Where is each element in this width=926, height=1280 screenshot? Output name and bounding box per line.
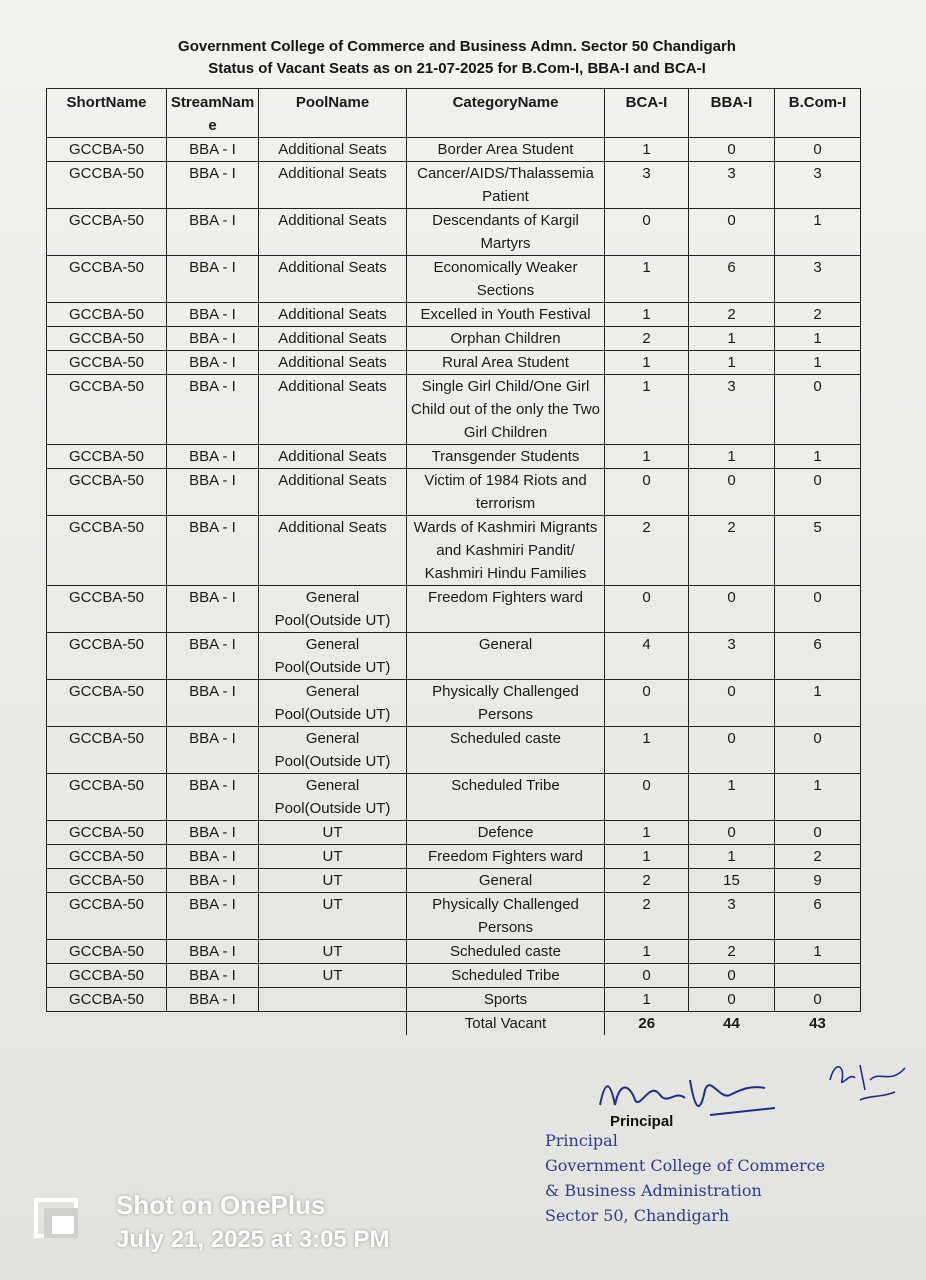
table-row xyxy=(47,680,861,727)
cell-categoryname: Scheduled Tribe xyxy=(407,964,605,988)
watermark-device: Shot on OnePlus xyxy=(116,1190,326,1220)
cell-poolname: Additional Seats xyxy=(259,256,407,303)
cell-shortname: GCCBA-50 xyxy=(47,469,167,516)
cell-bcom: 0 xyxy=(775,821,861,845)
cell-poolname: UT xyxy=(259,821,407,845)
cell-bcom: 1 xyxy=(775,351,861,375)
cell-shortname: GCCBA-50 xyxy=(47,988,167,1012)
cell-bba: 1 xyxy=(689,351,775,375)
cell-shortname: GCCBA-50 xyxy=(47,893,167,940)
cell-streamname: BBA - I xyxy=(167,516,259,586)
cell-bca: 1 xyxy=(605,375,689,445)
cell-streamname: BBA - I xyxy=(167,256,259,303)
cell-shortname: GCCBA-50 xyxy=(47,774,167,821)
cell-shortname: GCCBA-50 xyxy=(47,209,167,256)
cell-streamname: BBA - I xyxy=(167,988,259,1012)
cell-bba: 3 xyxy=(689,375,775,445)
cell-streamname: BBA - I xyxy=(167,774,259,821)
cell-categoryname: Orphan Children xyxy=(407,327,605,351)
cell-poolname: Additional Seats xyxy=(259,162,407,209)
cell-streamname: BBA - I xyxy=(167,209,259,256)
cell-bba: 1 xyxy=(689,845,775,869)
principal-stamp xyxy=(545,1128,825,1228)
cell-bcom: 6 xyxy=(775,893,861,940)
cell-poolname: Additional Seats xyxy=(259,138,407,162)
cell-poolname: UT xyxy=(259,893,407,940)
cell-streamname: BBA - I xyxy=(167,375,259,445)
table-row xyxy=(47,633,861,680)
cell-bba: 3 xyxy=(689,162,775,209)
cell-streamname: BBA - I xyxy=(167,893,259,940)
total-bba: 44 xyxy=(723,1015,740,1032)
cell-shortname: GCCBA-50 xyxy=(47,162,167,209)
table-row xyxy=(47,351,861,375)
cell-categoryname: Single Girl Child/One Girl Child out of the only the Two Girl Children xyxy=(407,375,605,445)
table-row xyxy=(47,774,861,821)
cell-poolname: General Pool(Outside UT) xyxy=(259,774,407,821)
cell-streamname: BBA - I xyxy=(167,586,259,633)
cell-shortname: GCCBA-50 xyxy=(47,138,167,162)
cell-bcom: 0 xyxy=(775,375,861,445)
cell-bba: 0 xyxy=(689,680,775,727)
cell-streamname: BBA - I xyxy=(167,940,259,964)
cell-shortname: GCCBA-50 xyxy=(47,869,167,893)
table-row xyxy=(47,586,861,633)
column-header-bca: BCA-I xyxy=(605,89,689,138)
column-header-bba: BBA-I xyxy=(689,89,775,138)
cell-poolname: UT xyxy=(259,845,407,869)
cell-streamname: BBA - I xyxy=(167,469,259,516)
watermark-timestamp: July 21, 2025 at 3:05 PM xyxy=(116,1226,390,1253)
cell-bcom: 3 xyxy=(775,162,861,209)
vacant-seats-table xyxy=(46,88,861,1035)
cell-bba: 2 xyxy=(689,303,775,327)
cell-bba: 0 xyxy=(689,727,775,774)
cell-categoryname: Border Area Student xyxy=(407,138,605,162)
cell-bba: 0 xyxy=(689,586,775,633)
total-bca: 26 xyxy=(605,1012,689,1036)
cell-shortname: GCCBA-50 xyxy=(47,351,167,375)
principal-label: Principal xyxy=(610,1113,674,1130)
cell-poolname: Additional Seats xyxy=(259,327,407,351)
cell-bcom: 0 xyxy=(775,138,861,162)
cell-shortname: GCCBA-50 xyxy=(47,964,167,988)
cell-poolname: General Pool(Outside UT) xyxy=(259,633,407,680)
cell-shortname: GCCBA-50 xyxy=(47,940,167,964)
cell-categoryname: Excelled in Youth Festival xyxy=(407,303,605,327)
cell-poolname: General Pool(Outside UT) xyxy=(259,727,407,774)
cell-bca: 2 xyxy=(605,893,689,940)
cell-categoryname: Freedom Fighters ward xyxy=(407,586,605,633)
cell-bcom: 1 xyxy=(775,774,861,821)
cell-shortname: GCCBA-50 xyxy=(47,680,167,727)
cell-shortname: GCCBA-50 xyxy=(47,633,167,680)
handwritten-initials xyxy=(820,1050,920,1110)
cell-bba: 0 xyxy=(689,988,775,1012)
table-row xyxy=(47,821,861,845)
table-row xyxy=(47,469,861,516)
cell-shortname: GCCBA-50 xyxy=(47,327,167,351)
cell-streamname: BBA - I xyxy=(167,869,259,893)
cell-poolname: UT xyxy=(259,869,407,893)
cell-bcom: 1 xyxy=(775,680,861,727)
cell-categoryname: Defence xyxy=(407,821,605,845)
column-header-streamname: StreamName xyxy=(167,89,259,138)
cell-categoryname: Scheduled Tribe xyxy=(407,774,605,821)
cell-shortname: GCCBA-50 xyxy=(47,821,167,845)
cell-streamname: BBA - I xyxy=(167,633,259,680)
column-header-categoryname: CategoryName xyxy=(407,89,605,138)
cell-bca: 1 xyxy=(605,845,689,869)
cell-categoryname: Sports xyxy=(407,988,605,1012)
cell-bcom: 0 xyxy=(775,988,861,1012)
handwritten-signature xyxy=(590,1060,790,1120)
cell-bca: 1 xyxy=(605,940,689,964)
cell-shortname: GCCBA-50 xyxy=(47,727,167,774)
oneplus-logo-icon xyxy=(34,1198,78,1238)
cell-categoryname: General xyxy=(407,633,605,680)
cell-bba: 2 xyxy=(689,940,775,964)
cell-bca: 1 xyxy=(605,138,689,162)
table-row xyxy=(47,869,861,893)
cell-bca: 0 xyxy=(605,680,689,727)
cell-poolname: UT xyxy=(259,940,407,964)
cell-categoryname: General xyxy=(407,869,605,893)
cell-bba: 6 xyxy=(689,256,775,303)
cell-streamname: BBA - I xyxy=(167,727,259,774)
cell-bba: 0 xyxy=(689,469,775,516)
column-header-poolname: PoolName xyxy=(259,89,407,138)
cell-categoryname: Wards of Kashmiri Migrants and Kashmiri Pandit/ Kashmiri Hindu Families xyxy=(407,516,605,586)
cell-bba: 15 xyxy=(689,869,775,893)
cell-bca: 0 xyxy=(605,209,689,256)
cell-streamname: BBA - I xyxy=(167,138,259,162)
cell-bcom: 2 xyxy=(775,845,861,869)
cell-bba: 0 xyxy=(689,209,775,256)
total-row xyxy=(47,1012,861,1036)
cell-bca: 1 xyxy=(605,727,689,774)
cell-bba: 3 xyxy=(689,633,775,680)
cell-bca: 0 xyxy=(605,964,689,988)
cell-streamname: BBA - I xyxy=(167,162,259,209)
cell-categoryname: Rural Area Student xyxy=(407,351,605,375)
column-header-shortname: ShortName xyxy=(47,89,167,138)
cell-bba: 0 xyxy=(689,964,775,988)
cell-categoryname: Descendants of Kargil Martyrs xyxy=(407,209,605,256)
cell-bba: 2 xyxy=(689,516,775,586)
table-row xyxy=(47,727,861,774)
table-row xyxy=(47,209,861,256)
report-subtitle: Status of Vacant Seats as on 21-07-2025 for B.Com-I, BBA-I and BCA-I xyxy=(208,60,706,77)
cell-poolname: Additional Seats xyxy=(259,351,407,375)
cell-poolname xyxy=(259,988,407,1012)
cell-streamname: BBA - I xyxy=(167,821,259,845)
cell-bca: 0 xyxy=(605,586,689,633)
cell-poolname: Additional Seats xyxy=(259,303,407,327)
column-header-bcom: B.Com-I xyxy=(775,89,861,138)
cell-poolname: Additional Seats xyxy=(259,209,407,256)
cell-streamname: BBA - I xyxy=(167,303,259,327)
cell-bba: 1 xyxy=(689,445,775,469)
cell-bcom: 0 xyxy=(775,727,861,774)
cell-categoryname: Economically Weaker Sections xyxy=(407,256,605,303)
cell-bba: 0 xyxy=(689,138,775,162)
cell-bca: 2 xyxy=(605,869,689,893)
cell-bcom: 6 xyxy=(775,633,861,680)
table-row xyxy=(47,893,861,940)
cell-bca: 1 xyxy=(605,351,689,375)
cell-categoryname: Physically Challenged Persons xyxy=(407,680,605,727)
cell-bca: 1 xyxy=(605,256,689,303)
table-row xyxy=(47,375,861,445)
cell-bba: 1 xyxy=(689,774,775,821)
cell-bcom: 0 xyxy=(775,469,861,516)
cell-categoryname: Physically Challenged Persons xyxy=(407,893,605,940)
stamp-line-1: Principal xyxy=(545,1131,618,1150)
cell-categoryname: Transgender Students xyxy=(407,445,605,469)
cell-bcom: 9 xyxy=(775,869,861,893)
cell-bca: 1 xyxy=(605,988,689,1012)
cell-streamname: BBA - I xyxy=(167,845,259,869)
cell-streamname: BBA - I xyxy=(167,351,259,375)
cell-bcom: 1 xyxy=(775,940,861,964)
table-row xyxy=(47,303,861,327)
cell-poolname: Additional Seats xyxy=(259,445,407,469)
table-row xyxy=(47,445,861,469)
cell-bca: 0 xyxy=(605,469,689,516)
cell-bcom: 1 xyxy=(775,209,861,256)
cell-bca: 2 xyxy=(605,516,689,586)
table-row xyxy=(47,256,861,303)
table-body xyxy=(47,138,861,1012)
table-row xyxy=(47,327,861,351)
cell-streamname: BBA - I xyxy=(167,327,259,351)
stamp-line-3: & Business Administration xyxy=(545,1181,762,1200)
cell-bca: 0 xyxy=(605,774,689,821)
cell-bca: 1 xyxy=(605,303,689,327)
cell-bca: 1 xyxy=(605,445,689,469)
cell-streamname: BBA - I xyxy=(167,964,259,988)
cell-poolname: Additional Seats xyxy=(259,375,407,445)
table-row xyxy=(47,516,861,586)
cell-shortname: GCCBA-50 xyxy=(47,303,167,327)
table-header-row xyxy=(47,89,861,138)
stamp-line-2: Government College of Commerce xyxy=(545,1156,826,1175)
cell-bba: 1 xyxy=(689,327,775,351)
cell-bcom: 1 xyxy=(775,327,861,351)
cell-categoryname: Scheduled caste xyxy=(407,727,605,774)
cell-poolname: UT xyxy=(259,964,407,988)
cell-shortname: GCCBA-50 xyxy=(47,516,167,586)
total-bcom: 43 xyxy=(809,1015,826,1032)
table-row xyxy=(47,162,861,209)
cell-shortname: GCCBA-50 xyxy=(47,445,167,469)
cell-bca: 1 xyxy=(605,821,689,845)
cell-bca: 4 xyxy=(605,633,689,680)
cell-shortname: GCCBA-50 xyxy=(47,845,167,869)
cell-poolname: Additional Seats xyxy=(259,469,407,516)
table-row xyxy=(47,845,861,869)
cell-bcom: 2 xyxy=(775,303,861,327)
cell-poolname: General Pool(Outside UT) xyxy=(259,586,407,633)
table-row xyxy=(47,964,861,988)
cell-categoryname: Scheduled caste xyxy=(407,940,605,964)
cell-categoryname: Cancer/AIDS/Thalassemia Patient xyxy=(407,162,605,209)
cell-bca: 3 xyxy=(605,162,689,209)
cell-poolname: General Pool(Outside UT) xyxy=(259,680,407,727)
total-label: Total Vacant xyxy=(407,1012,605,1036)
stamp-line-4: Sector 50, Chandigarh xyxy=(545,1206,730,1225)
table-row xyxy=(47,138,861,162)
cell-shortname: GCCBA-50 xyxy=(47,375,167,445)
cell-categoryname: Victim of 1984 Riots and terrorism xyxy=(407,469,605,516)
cell-shortname: GCCBA-50 xyxy=(47,586,167,633)
cell-bca: 2 xyxy=(605,327,689,351)
cell-streamname: BBA - I xyxy=(167,680,259,727)
cell-bcom: 0 xyxy=(775,586,861,633)
table-row xyxy=(47,940,861,964)
cell-bba: 0 xyxy=(689,821,775,845)
cell-bcom: 3 xyxy=(775,256,861,303)
table-row xyxy=(47,988,861,1012)
cell-shortname: GCCBA-50 xyxy=(47,256,167,303)
cell-streamname: BBA - I xyxy=(167,445,259,469)
cell-bcom: 5 xyxy=(775,516,861,586)
cell-bcom xyxy=(775,964,861,988)
cell-poolname: Additional Seats xyxy=(259,516,407,586)
cell-categoryname: Freedom Fighters ward xyxy=(407,845,605,869)
college-title: Government College of Commerce and Business Admn. Sector 50 Chandigarh xyxy=(178,38,736,55)
cell-bba: 3 xyxy=(689,893,775,940)
cell-bcom: 1 xyxy=(775,445,861,469)
